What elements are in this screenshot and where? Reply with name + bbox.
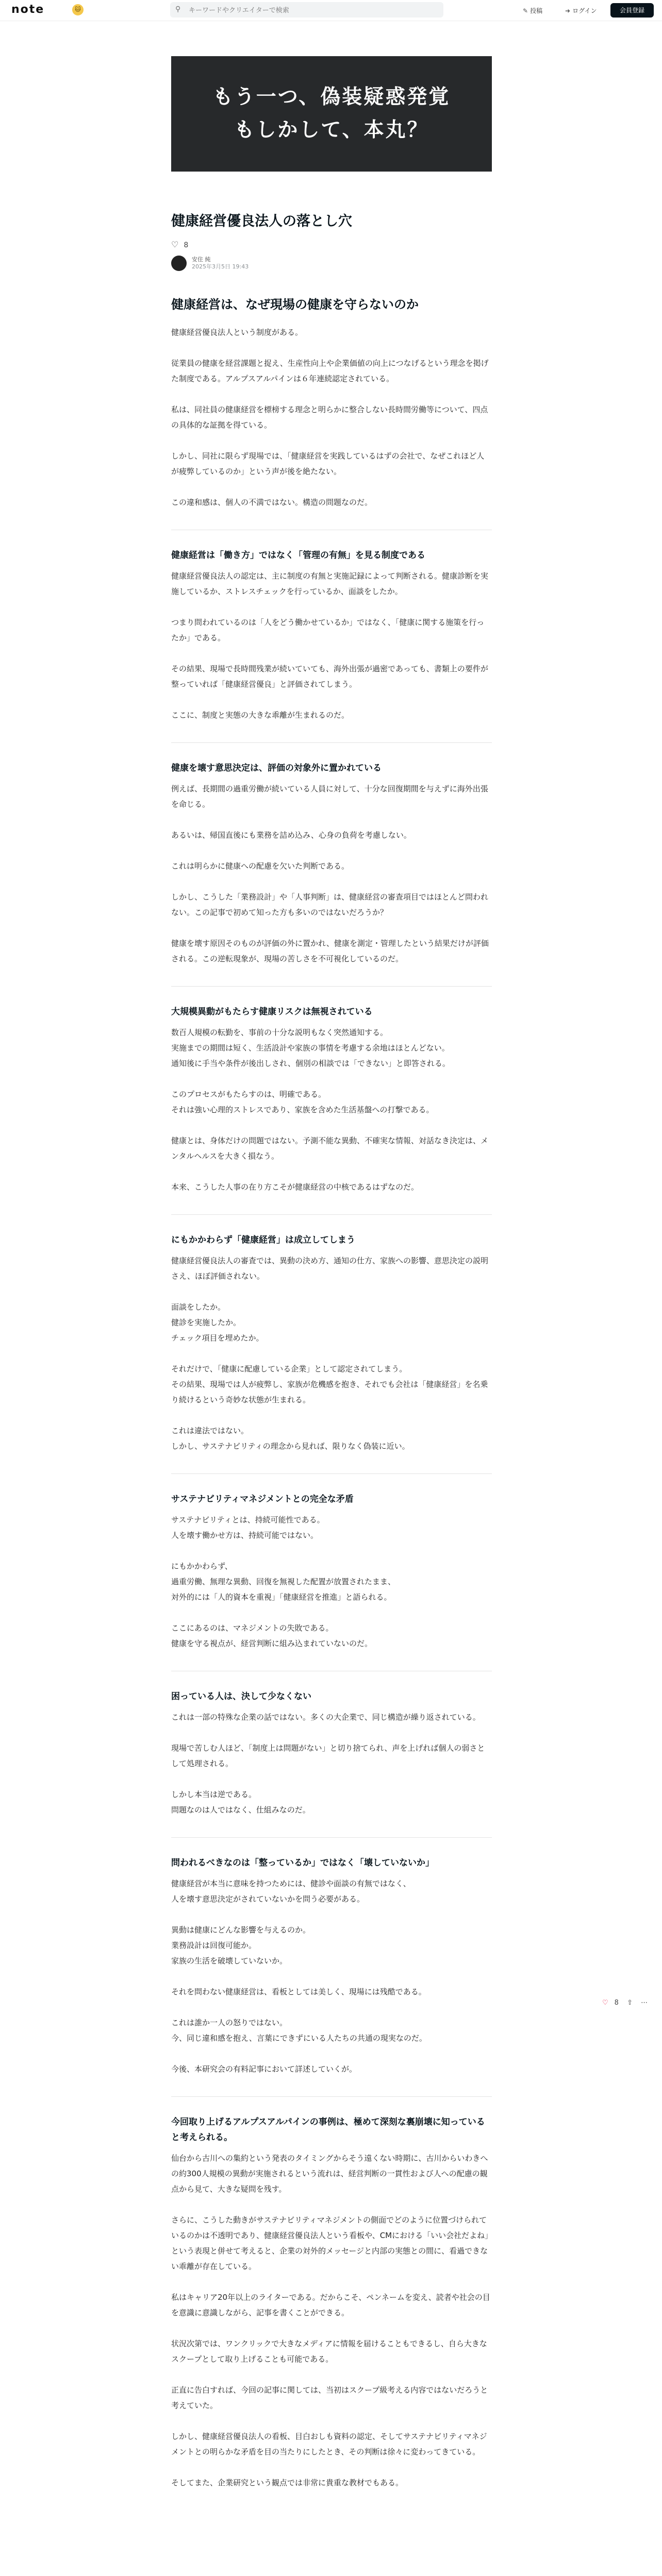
pencil-icon: ✎ — [523, 7, 528, 14]
section-divider — [171, 986, 492, 987]
section-heading: 健康を壊す意思決定は、評価の対象外に置かれている — [171, 763, 382, 773]
logo-badge-icon: 🐱 — [72, 4, 84, 15]
share-icon[interactable]: ⇧ — [627, 1999, 633, 2007]
paragraph: あるいは、帰国直後にも業務を詰め込み、心身の負荷を考慮しない。 — [171, 831, 411, 840]
paragraph: サステナビリティとは、持続可能性である。 人を壊す働かせ方は、持続可能ではない。 — [171, 1515, 325, 1540]
publish-date: 2025年3月5日 19:43 — [192, 263, 249, 270]
paragraph: 仙台から古川への集約という発表のタイミングからそう遠くない時期に、古川からいわきへの約300人規模の異動が実施されるという流れは、経営判断の一貫性および人への配慮の観点から見て、大きな疑問を残す。 — [171, 2154, 488, 2194]
paragraph: 数百人規模の転勤を、事前の十分な説明もなく突然通知する。 実施までの期間は短く、生活設計や家族の事情を考慮する余地はほとんどない。 通知後に手当や条件が後出しされ、個別の相談では「できない」と即答される。 — [171, 1028, 450, 1068]
paragraph: これは誰か一人の怒りではない。 今、同じ違和感を抱え、言葉にできずにいる人たちの共通の現実なのだ。 — [171, 2018, 427, 2043]
paragraph: しかし本当は逆である。 問題なのは人ではなく、仕組みなのだ。 — [171, 1790, 310, 1815]
post-button[interactable]: ✎ 投稿 — [523, 7, 543, 14]
paragraph: 健康とは、身体だけの問題ではない。予測不能な異動、不確実な情報、対話なき決定は、メンタルヘルスを大きく損なう。 — [171, 1136, 489, 1161]
section-heading: 大規模異動がもたらす健康リスクは無視されている — [171, 1007, 373, 1017]
paragraph: ここに、制度と実態の大きな乖離が生まれるのだ。 — [171, 710, 350, 720]
search-input[interactable] — [188, 5, 437, 16]
avatar[interactable] — [171, 256, 187, 271]
paragraph: 健康経営優良法人の審査では、異動の決め方、通知の仕方、家族への影響、意思決定の説明さえ、ほぼ評価されない。 — [171, 1256, 489, 1281]
search-box[interactable] — [170, 2, 443, 18]
paragraph: それだけで、「健康に配慮している企業」として認定されてしまう。 その結果、現場では人が疲弊し、家族が危機感を抱き、それでも会社は「健康経営」を名乗り続けるという奇妙な状態が生まれる。 — [171, 1364, 488, 1404]
section-heading: 健康経営は、なぜ現場の健康を守らないのか — [171, 297, 419, 312]
paragraph: これは明らかに健康への配慮を欠いた判断である。 — [171, 861, 350, 871]
section-divider — [171, 1837, 492, 1838]
paragraph: 現場で苦しむ人ほど、「制度上は問題がない」と切り捨てられ、声を上げれば個人の弱さとして処理される。 — [171, 1743, 485, 1768]
paragraph: しかし、こうした「業務設計」や「人事判断」は、健康経営の審査項目ではほとんど問われない。この記事で初めて知った方も多いのではないだろうか？ — [171, 892, 489, 917]
paragraph: 本来、こうした人事の在り方こそが健康経営の中核であるはずなのだ。 — [171, 1182, 419, 1192]
article-body — [171, 56, 492, 2490]
paragraph: 例えば、長期間の過重労働が続いている人員に対して、十分な回復期間を与えずに海外出張を命じる。 — [171, 784, 488, 809]
heart-icon[interactable]: ♡ — [602, 1999, 608, 2007]
paragraph: 正直に告白すれば、今回の記事に関しては、当初はスクープ級考える内容ではないだろうと考えていた。 — [171, 2385, 488, 2410]
hero-line-2: もしかして、本丸？ — [234, 118, 429, 142]
paragraph: このプロセスがもたらすのは、明確である。 それは強い心理的ストレスであり、家族を含めた生活基盤への打撃である。 — [171, 1090, 434, 1114]
paragraph: 面談をしたか。 健診を実施したか。 チェック項目を埋めたか。 — [171, 1302, 264, 1343]
paragraph: 健康を壊す原因そのものが評価の外に置かれ、健康を測定・管理したという結果だけが評価される。この逆転現象が、現場の苦しさを不可視化しているのだ。 — [171, 939, 489, 963]
section-divider — [171, 1214, 492, 1215]
section-divider — [171, 2096, 492, 2097]
paragraph: その結果、現場で長時間残業が続いていても、海外出張が過密であっても、書類上の要件が整っていれば「健康経営優良」と評価されてしまう。 — [171, 664, 488, 689]
author-info[interactable] — [171, 256, 492, 271]
paragraph: 私はキャリア20年以上のライターである。だからこそ、ペンネームを変え、読者や社会の目を意識に意識しながら、記事を書くことができる。 — [171, 2293, 490, 2317]
section-divider — [171, 1473, 492, 1474]
paragraph: 状況次第では、ワンクリックで大きなメディアに情報を届けることもできるし、自ら大きなスクープとして取り上げることも可能である。 — [171, 2339, 487, 2364]
search-icon: ⚲ — [175, 5, 181, 13]
section-heading: 今回取り上げるアルプスアルパインの事例は、極めて深刻な裏崩壊に知っていると考えられる。 — [171, 2117, 485, 2143]
hero-line-1: もう一つ、偽装疑惑発覚 — [212, 86, 451, 109]
heart-icon[interactable]: ♡ — [171, 240, 179, 249]
paragraph: しかし、健康経営優良法人の看板、目白おしも資料の認定、そしてサステナビリティマネジメントとの明らかな矛盾を目の当たりにしたとき、その判断は徐々に変わってきている。 — [171, 2432, 487, 2456]
section-heading: にもかかわらず「健康経営」は成立してしまう — [171, 1235, 355, 1245]
like-counter[interactable]: ♡ 8 — [171, 240, 189, 249]
paragraph: 健康経営が本当に意味を持つためには、健診や面談の有無ではなく、 人を壊す意思決定がされていないかを問う必要がある。 — [171, 1879, 411, 1904]
note-logo[interactable]: note — [11, 3, 45, 16]
hero-image — [171, 56, 492, 172]
section-heading: 問われるべきなのは「整っているか」ではなく「壊していないか」 — [171, 1858, 434, 1868]
article-title: 健康経営優良法人の落とし穴 — [171, 213, 352, 229]
paragraph: これは違法ではない。 しかし、サステナビリティの理念から見れば、限りなく偽装に近い。 — [171, 1426, 410, 1451]
author-name[interactable]: 安住 純 — [192, 256, 211, 263]
signup-button[interactable]: 会員登録 — [610, 3, 654, 18]
paragraph: にもかかわらず、 過重労働、無理な異動、回復を無視した配置が放置されたまま、 対外的には「人的資本を重視」「健康経営を推進」と語られる。 — [171, 1562, 396, 1602]
paragraph: 異動は健康にどんな影響を与えるのか。 業務設計は回復可能か。 家族の生活を破壊していないか。 — [171, 1925, 311, 1965]
section-heading: 健康経営は「働き方」ではなく「管理の有無」を見る制度である — [171, 550, 425, 561]
floating-actions — [602, 1999, 654, 2007]
article-sections — [171, 296, 492, 2490]
paragraph: この違和感は、個人の不満ではない。構造の問題なのだ。 — [171, 498, 373, 507]
paragraph: 従業員の健康を経営課題と捉え、生産性向上や企業価値の向上につなげるという理念を掲げた制度である。アルプスアルパインは６年連続認定されている。 — [171, 359, 489, 383]
site-header — [0, 0, 662, 21]
paragraph: つまり問われているのは「人をどう働かせているか」ではなく、「健康に関する施策を行ったか」である。 — [171, 618, 485, 642]
paragraph: しかし、同社に限らず現場では、「健康経営を実践しているはずの会社で、なぜこれほど人が疲弊しているのか」という声が後を絶たない。 — [171, 451, 485, 476]
more-icon[interactable]: ⋯ — [641, 1999, 648, 2007]
paragraph: 健康経営優良法人の認定は、主に制度の有無と実施記録によって判断される。健康診断を実施しているか、ストレスチェックを行っているか、面談をしたか。 — [171, 571, 489, 596]
login-icon: ➜ — [565, 7, 571, 14]
paragraph: 私は、同社員の健康経営を標榜する理念と明らかに整合しない長時間労働等について、四点の具体的な証拠を得ている。 — [171, 405, 488, 430]
paragraph: ここにあるのは、マネジメントの失敗である。 健康を守る視点が、経営判断に組み込まれていないのだ。 — [171, 1623, 373, 1648]
section-divider — [171, 742, 492, 743]
paragraph: さらに、こうした動きがサステナビリティマネジメントの側面でどのように位置づけられているのかは不透明であり、健康経営優良法人という看板や、CMにおける「いい会社だよね」という表現と併せて考えると、企業の対外的メッセージと内部の実態との間に、看過できない乖離が存在している。 — [171, 2215, 489, 2271]
login-button[interactable]: ➜ ログイン — [565, 7, 597, 14]
section-heading: サステナビリティマネジメントとの完全な矛盾 — [171, 1494, 354, 1504]
paragraph: これは一部の特殊な企業の話ではない。多くの大企業で、同じ構造が繰り返されている。 — [171, 1713, 481, 1722]
paragraph: そしてまた、企業研究という観点では非常に貴重な教材でもある。 — [171, 2478, 404, 2487]
paragraph: それを問わない健康経営は、看板としては美しく、現場には残酷である。 — [171, 1987, 426, 1996]
paragraph: 健康経営優良法人という制度がある。 — [171, 328, 303, 337]
paragraph: 今後、本研究会の有料記事において詳述していくが。 — [171, 2064, 357, 2074]
floating-like-count: 8 — [614, 1999, 619, 2007]
section-heading: 困っている人は、決して少なくない — [171, 1691, 311, 1702]
